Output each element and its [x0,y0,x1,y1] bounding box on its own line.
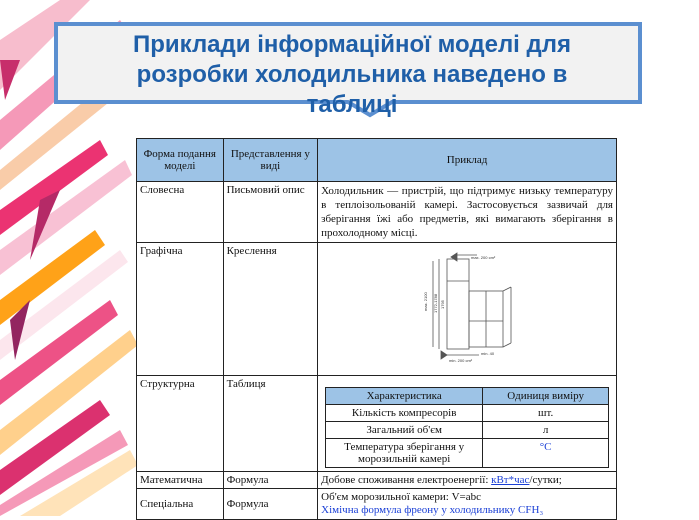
drawing-label-body: 1795 [440,300,446,309]
row-form: Графічна [137,243,224,376]
inner-cell-unit: л [483,422,609,439]
inner-cell-unit: °C [483,439,609,468]
row-view: Формула [223,489,318,520]
row-example-inner-table [318,376,617,472]
row-example-math [318,472,617,489]
inner-cell-name: Кількість компресорів [326,405,483,422]
header-view: Представлення у виді [223,139,318,182]
slide-title: Приклади інформаційної моделі для розробки холодильника наведено в таблиці [132,31,572,118]
table-header-row [137,139,617,182]
title-callout [52,20,644,118]
table-row [137,243,617,376]
header-form: Форма подання моделі [137,139,224,182]
inner-header-unit: Одиниця виміру [483,388,609,405]
row-view: Таблиця [223,376,318,472]
table-row [137,489,617,520]
row-form: Математична [137,472,224,489]
inner-cell-unit: шт. [483,405,609,422]
table-row [137,376,617,472]
math-suffix: /сутки; [529,474,562,486]
unit-link[interactable]: кВт*час [491,474,530,486]
inner-row [326,405,609,422]
row-form: Словесна [137,182,224,243]
special-line-formula: Хімічна формула фреону у холодильнику CFH₃ [321,504,544,516]
characteristics-table [325,387,609,468]
inner-row [326,439,609,468]
drawing-label-bottom: min. 200 cm² [449,358,473,363]
model-table [136,138,617,520]
math-prefix: Добове споживання електроенергії: [321,474,489,486]
inner-row [326,422,609,439]
drawing-label-inner: 1772-1788 [433,293,439,313]
inner-cell-name: Загальний об'єм [326,422,483,439]
drawing-label-top: max. 200 cm² [471,255,496,260]
row-view: Креслення [223,243,318,376]
row-example-special [318,489,617,520]
row-form: Структурна [137,376,224,472]
inner-header-row [326,388,609,405]
inner-header-characteristic: Характеристика [326,388,483,405]
inner-cell-name: Температура зберігання у морозильній камері [326,439,483,468]
table-row [137,472,617,489]
drawing-label-height: max. 2100 [423,292,429,311]
fridge-drawing [419,251,515,365]
drawing-label-min: min. 40 [481,351,495,356]
row-view: Формула [223,472,318,489]
table-row [137,182,617,243]
special-line-volume: Об'єм морозильної камери: V=abc [321,491,482,503]
row-view: Письмовий опис [223,182,318,243]
row-example-text: Холодильник — пристрій, що підтримує низьку температуру в теплоізольованій камері. Застосовується зазвичай для зберігання їжі або предметів, які вимагають зберігання в прохолодному місці. [318,182,617,243]
header-example: Приклад [318,139,617,182]
row-example-drawing [318,243,617,376]
row-form: Спеціальна [137,489,224,520]
